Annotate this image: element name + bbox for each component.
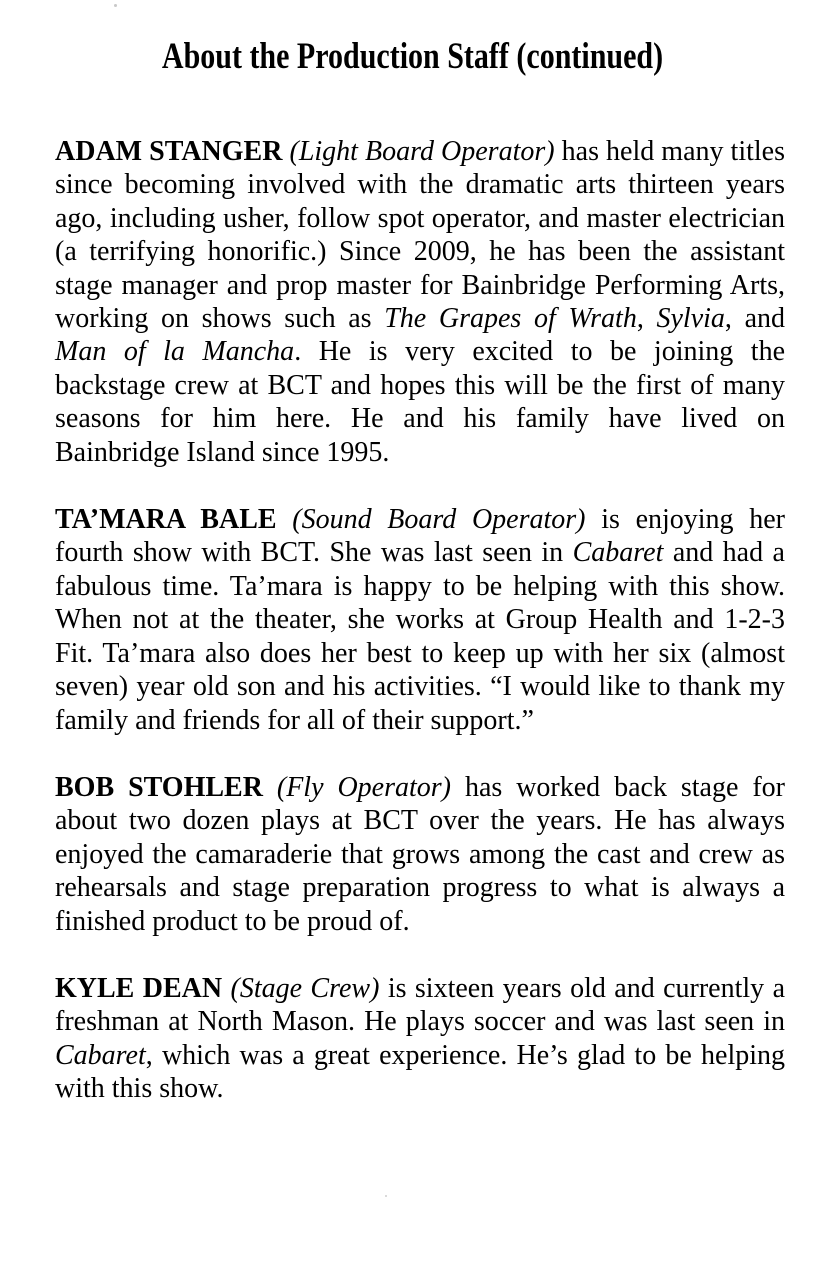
bio-body: has held many titles since becoming involved with the dramatic arts thirteen years ago, including usher, follow spot operator, and master electrician (a terrifying honorific.) Since 2009, he has been the assistant stage manager and prop master for Bainbridge Performing Arts, working on shows such as The Grapes of Wrath, Sylvia, and Man of la Mancha. He is very excited to be joining the backstage crew at BCT and hopes this will be the first of many seasons for him here. He and his family have lived on Bainbridge Island since 1995.: [55, 136, 785, 468]
bio-role: (Light Board Operator): [289, 136, 555, 167]
bio-role: (Stage Crew): [230, 972, 380, 1004]
scan-speck: [385, 1195, 387, 1197]
bio-body: is enjoying her fourth show with BCT. She was last seen in Cabaret and had a fabulous time. Ta’mara is happy to be helping with this show. When not at the theater, she works at Group Health and 1-2-3 Fit. Ta’mara also does her best to keep up with her six (almost seven) year old son and his activities. “I would like to thank my family and friends for all of their support.”: [55, 504, 786, 736]
bio-paragraph: [55, 503, 785, 737]
bio-name: ADAM STANGER: [55, 136, 283, 167]
bio-paragraph: [55, 771, 785, 938]
bio-name: TA’MARA BALE: [55, 504, 277, 536]
bio-name: KYLE DEAN: [55, 972, 223, 1004]
scan-speck: [114, 4, 117, 7]
bio-body: is sixteen years old and currently a freshman at North Mason. He plays soccer and was last seen in Cabaret, which was a great experience. He’s glad to be helping with this show.: [55, 972, 785, 1105]
page-title: [0, 35, 825, 77]
bio-body: has worked back stage for about two dozen plays at BCT over the years. He has always enjoyed the camaraderie that grows among the cast and crew as rehearsals and stage preparation progress to what is always a finished product to be proud of.: [55, 771, 785, 937]
bio-list: [55, 135, 785, 1106]
page-title-text: About the Production Staff (continued): [161, 35, 664, 77]
bio-role: (Sound Board Operator): [292, 504, 586, 536]
bio-paragraph: [55, 135, 785, 469]
bio-name: BOB STOHLER: [55, 771, 263, 803]
bio-role: (Fly Operator): [276, 771, 451, 803]
bio-paragraph: [55, 972, 785, 1106]
